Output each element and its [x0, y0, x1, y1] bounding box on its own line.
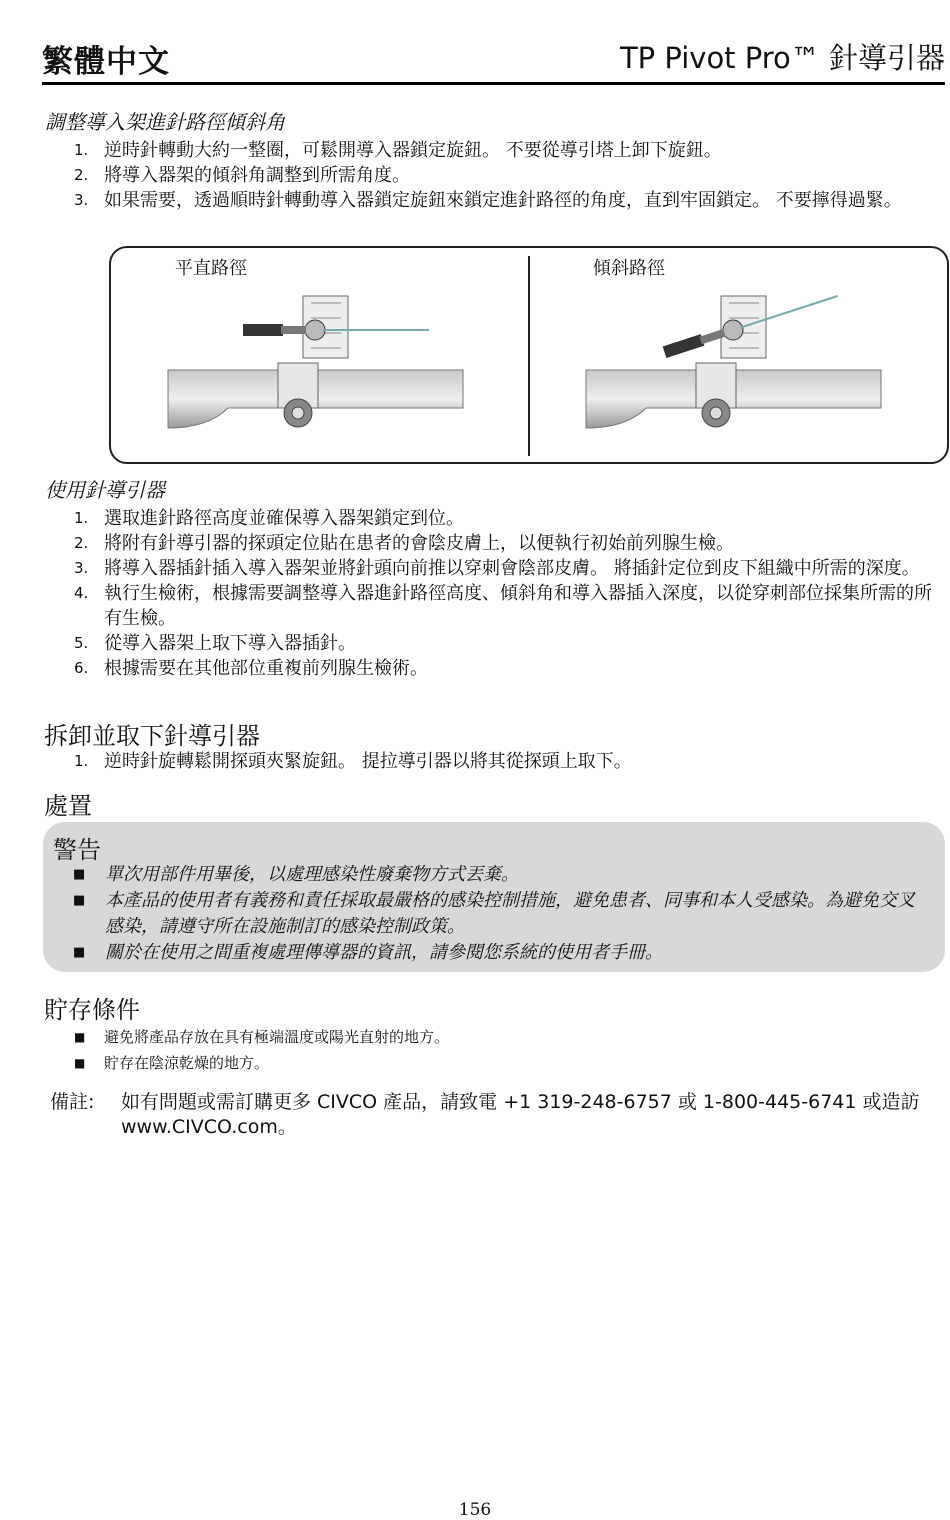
angled-path-illustration [581, 278, 911, 458]
storage-heading: 貯存條件 [44, 996, 140, 1024]
page-header [42, 30, 945, 85]
straight-path-caption: 平直路徑 [175, 258, 247, 279]
list-item: ■ 關於在使用之間重複處理傳導器的資訊，請參閱您系統的使用者手冊。 [43, 940, 923, 966]
list-item: 4. 執行生檢術，根據需要調整導入器進針路徑高度、傾斜角和導入器插入深度，以從穿刺部位採集所需的所有生檢。 [74, 583, 932, 629]
adjust-steps [44, 138, 944, 213]
remove-steps [44, 749, 944, 774]
list-item: 1. 逆時針轉動大約一整圈，可鬆開導入器鎖定旋鈕。 不要從導引塔上卸下旋鈕。 [74, 140, 722, 161]
page-number: 156 [458, 1500, 492, 1520]
note-text: 如有問題或需訂購更多 CIVCO 產品，請致電 +1 319-248-6757 或 1-800-445-6741 或造訪 www.CIVCO.com。 [121, 1091, 920, 1138]
straight-path-illustration [163, 278, 493, 458]
adjust-heading: 調整導入架進針路徑傾斜角 [45, 110, 285, 134]
list-item: 2. 將導入器架的傾斜角調整到所需角度。 [74, 165, 410, 186]
angled-path-caption: 傾斜路徑 [593, 258, 665, 279]
list-item: ■ 單次用部件用畢後，以處理感染性廢棄物方式丟棄。 [43, 862, 923, 888]
warning-list [43, 862, 923, 966]
warning-title: 警告 [53, 836, 101, 864]
warning-box [43, 822, 945, 972]
list-item: ■ 避免將產品存放在具有極端溫度或陽光直射的地方。 [44, 1024, 924, 1050]
product-title: TP Pivot Pro™ 針導引器 [619, 41, 945, 75]
list-item: ■ 貯存在陰涼乾燥的地方。 [44, 1050, 924, 1076]
list-item: 1. 逆時針旋轉鬆開探頭夾緊旋鈕。 提拉導引器以將其從探頭上取下。 [74, 751, 632, 772]
note-label: 備註: [50, 1091, 95, 1113]
disposal-heading: 處置 [44, 792, 92, 820]
list-item: 5. 從導入器架上取下導入器插針。 [74, 633, 356, 654]
list-item: 3. 如果需要，透過順時針轉動導入器鎖定旋鈕來鎖定進針路徑的角度，直到牢固鎖定。 不要擰得過緊。 [74, 190, 902, 211]
needle-path-figure [109, 246, 949, 464]
use-steps [44, 506, 944, 681]
list-item: 1. 選取進針路徑高度並確保導入器架鎖定到位。 [74, 508, 464, 529]
list-item: ■ 本產品的使用者有義務和責任採取最嚴格的感染控制措施，避免患者、同事和本人受感染。為避免交叉感染，請遵守所在設施制訂的感染控制政策。 [43, 888, 923, 940]
list-item: 6. 根據需要在其他部位重複前列腺生檢術。 [74, 658, 428, 679]
figure-divider [528, 256, 530, 456]
list-item: 2. 將附有針導引器的探頭定位貼在患者的會陰皮膚上，以便執行初始前列腺生檢。 [74, 533, 734, 554]
list-item: 3. 將導入器插針插入導入器架並將針頭向前推以穿刺會陰部皮膚。 將插針定位到皮下組織中所需的深度。 [74, 558, 920, 579]
remove-heading: 拆卸並取下針導引器 [44, 722, 260, 750]
use-heading: 使用針導引器 [45, 478, 165, 502]
language-label: 繁體中文 [42, 44, 170, 80]
storage-list [44, 1024, 924, 1076]
